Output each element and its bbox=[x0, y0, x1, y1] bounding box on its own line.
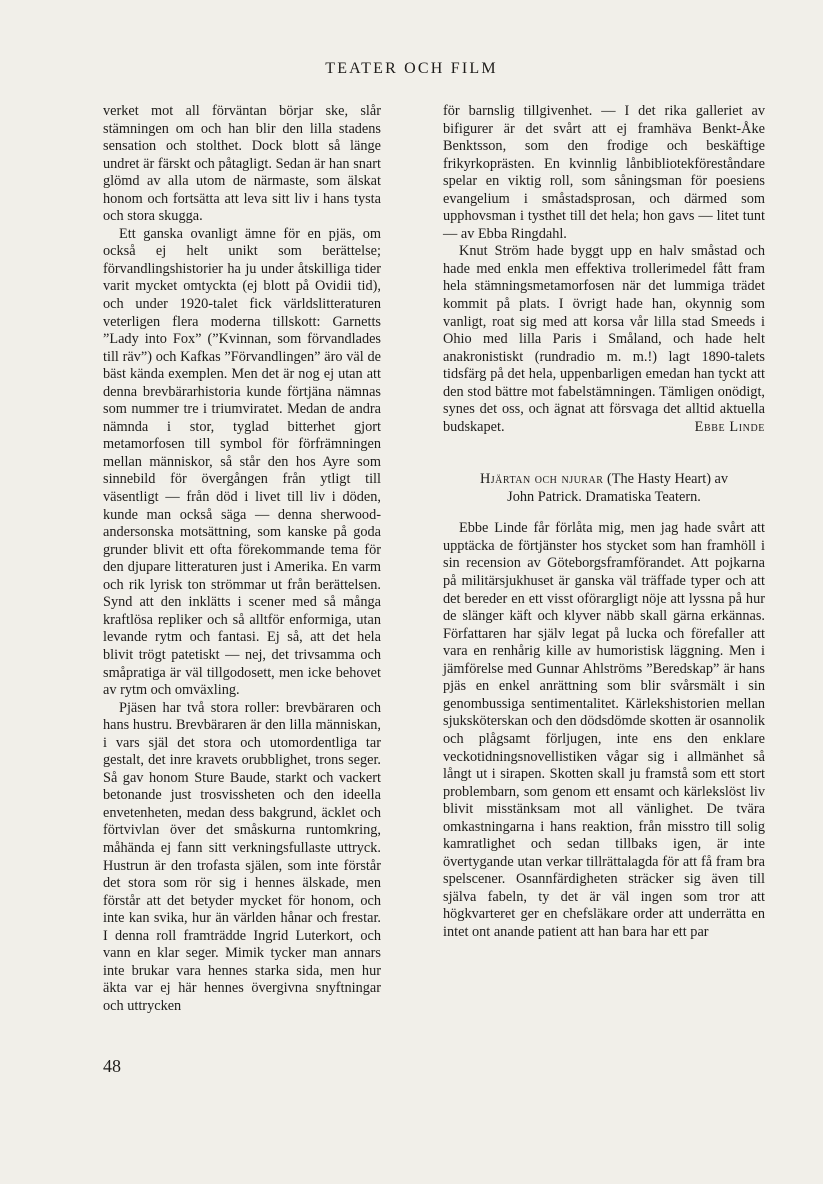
paragraph: verket mot all förväntan börjar ske, slår stämningen om och han blir den lilla stadens sensation och stolthet. Dock blott så länge undret är färskt och påtagligt. Sedan är han snart glömd av alla utom de närmaste, som älskat honom och fortsätta att leva sitt liv i hans tysta och stora skugga. bbox=[103, 103, 381, 225]
left-column bbox=[103, 103, 381, 1015]
paragraph-text: Knut Ström hade byggt upp en halv småstad och hade med enkla men effektiva trollerimedel fått fram hela stämningsmetamorfosen när det lummiga trädet kommit på plats. I övrigt hade han, okynnig som vanligt, roat sig med att korsa vår lilla stad Smeeds i Ohio med lilla Paris i Småland, och hade helt anakronistiskt (rundradio m. m.!) lagt 1890-talets tidsfärg på det hela, uppenbarligen emedan han tyckt att den stod bättre mot fabelstämningen. Tämligen onödigt, synes det oss, och ägnat att försvaga det alltid aktuella budskapet. bbox=[443, 243, 765, 435]
paragraph: Pjäsen har två stora roller: brevbäraren och hans hustru. Brevbäraren är den lilla människan, i vars själ det stora och utomordentliga tar gestalt, det inre kravets orubblighet, trons seger. Så gav honom Sture Baude, starkt och vackert betonande just trosvissheten och den ideella envetenheten, medan dess bakgrund, äcklet och förtvivlan över det småskurna runtomkring, måhända ej fann sitt verkningsfullaste uttryck. Hustrun är den trofasta själen, som inte förstår det stora som rör sig i hennes älskade, men förstår att det betyder mycket för honom, och inte kan svika, hur än världen hånar och frestar. I denna roll framträdde Ingrid Luterkort, och vann en klar seger. Mimik tycker man annars inte brukar vara hennes starka sida, men hur äkta var ej här hennes övergivna snyftningar och uttrycken bbox=[103, 699, 381, 1014]
paragraph: Ebbe Linde får förlåta mig, men jag hade svårt att upptäcka de förtjänster hos stycket som han framhöll i sin recension av Göteborgsframförandet. Att pojkarna på militärsjukhuset är ganska väl träffade typer och att det bereder en ett visst oförargligt nöje att lyssna på hur de slänger käft och klyver näbb skall gärna erkännas. Författaren har själv legat på lucka och förefaller att vara en renhårig kille av humoristisk läggning. Men i jämförelse med Gunnar Ahlströms ”Beredskap” är hans pjäs en enkel anrättning som blir svårsmält i sin genombussiga sentimentalitet. Kärlekshistorien mellan sjuksköterskan och den dödsdömde skotten är osannolik och plågsamt förljugen, inte ens den enklare veckotidningsnovellistiken vågar sig i allmänhet så långt ut i sirapen. Skotten skall ju framstå som ett stort problembarn, som genom ett ensamt och kärlekslöst liv blivit misstänksam mot all vänlighet. De tvära omkastningarna i hans reaktion, från misstro till solig kamratlighet och sedan tillbaks igen, är inte övertygande utan verkar tillrättalagda för att få fram bra spelscener. Osannfärdigheten sträcker sig även till själva fabeln, ty det är väl ingen som tror att högkvarteret ger en chefsläkare order att underrätta en intet ont anande patient att han bara har ett par bbox=[443, 520, 765, 940]
paragraph bbox=[443, 243, 765, 436]
running-header: TEATER OCH FILM bbox=[325, 60, 498, 77]
author-signature: Ebbe Linde bbox=[694, 418, 765, 435]
review-title bbox=[443, 470, 765, 506]
paragraph: för barnslig tillgivenhet. — I det rika galleriet av bifigurer är det svårt att ej framhäva Benkt-Åke Benktsson, som den frodige och beskäftige frikyrkoprästen. En kvinnlig lånbibliotekföreståndare spelar en viktig roll, som såningsman för poesiens evangelium i småstadsprosan, och därmed som upphovsman i tysthet till det hela; hon gavs — litet tunt — av Ebba Ringdahl. bbox=[443, 103, 765, 242]
play-author-theatre: John Patrick. Dramatiska Teatern. bbox=[507, 489, 701, 506]
right-column bbox=[443, 103, 765, 942]
paragraph: Ett ganska ovanligt ämne för en pjäs, om också ej helt unikt som berättelse; förvandlingshistorier ha ju under åtskilliga tider varit mycket omtyckta (ej blott på Ovidii tid), och under 1920-talet fick världslitteraturen veterligen flera moderna tillskott: Garnetts ”Lady into Fox” (”Kvinnan, som förvandlades till räv”) och Kafkas ”Förvandlingen” äro väl de bäst kända exemplen. Men det är nog ej utan att denna brevbärarhistoria kunde förtjäna nämnas som nummer tre i triumviratet. Medan de andra nämnda i stor, tyglad bitterhet gjort metamorfosen till symbol för förfrämningen mellan människor, så står den hos Ayre som sinnebild för övergången från ytligt till väsentligt — från död i livet till liv i döden, kunde man också säga — denna sherwood-andersonska motsättning, som kanske på goda grunder blivit ett ofta förekommande tema för den djupare litteraturen just i Amerika. En varm och rik lyrisk ton strömmar ut från berättelsen. Synd att den inklätts i scener med så många kraftlösa repliker och så alltför enformiga, utan levande rytm och fantasi. Ej så, att det hela blivit trögt patetiskt — nej, det trivsamma och småpratiga är väl tillgodosett, men icke behovet av rytm och omväxling. bbox=[103, 225, 381, 699]
play-title-details: (The Hasty Heart) av bbox=[606, 471, 729, 488]
play-title: Hjärtan och njurar bbox=[479, 471, 604, 488]
page-number: 48 bbox=[103, 1056, 121, 1076]
